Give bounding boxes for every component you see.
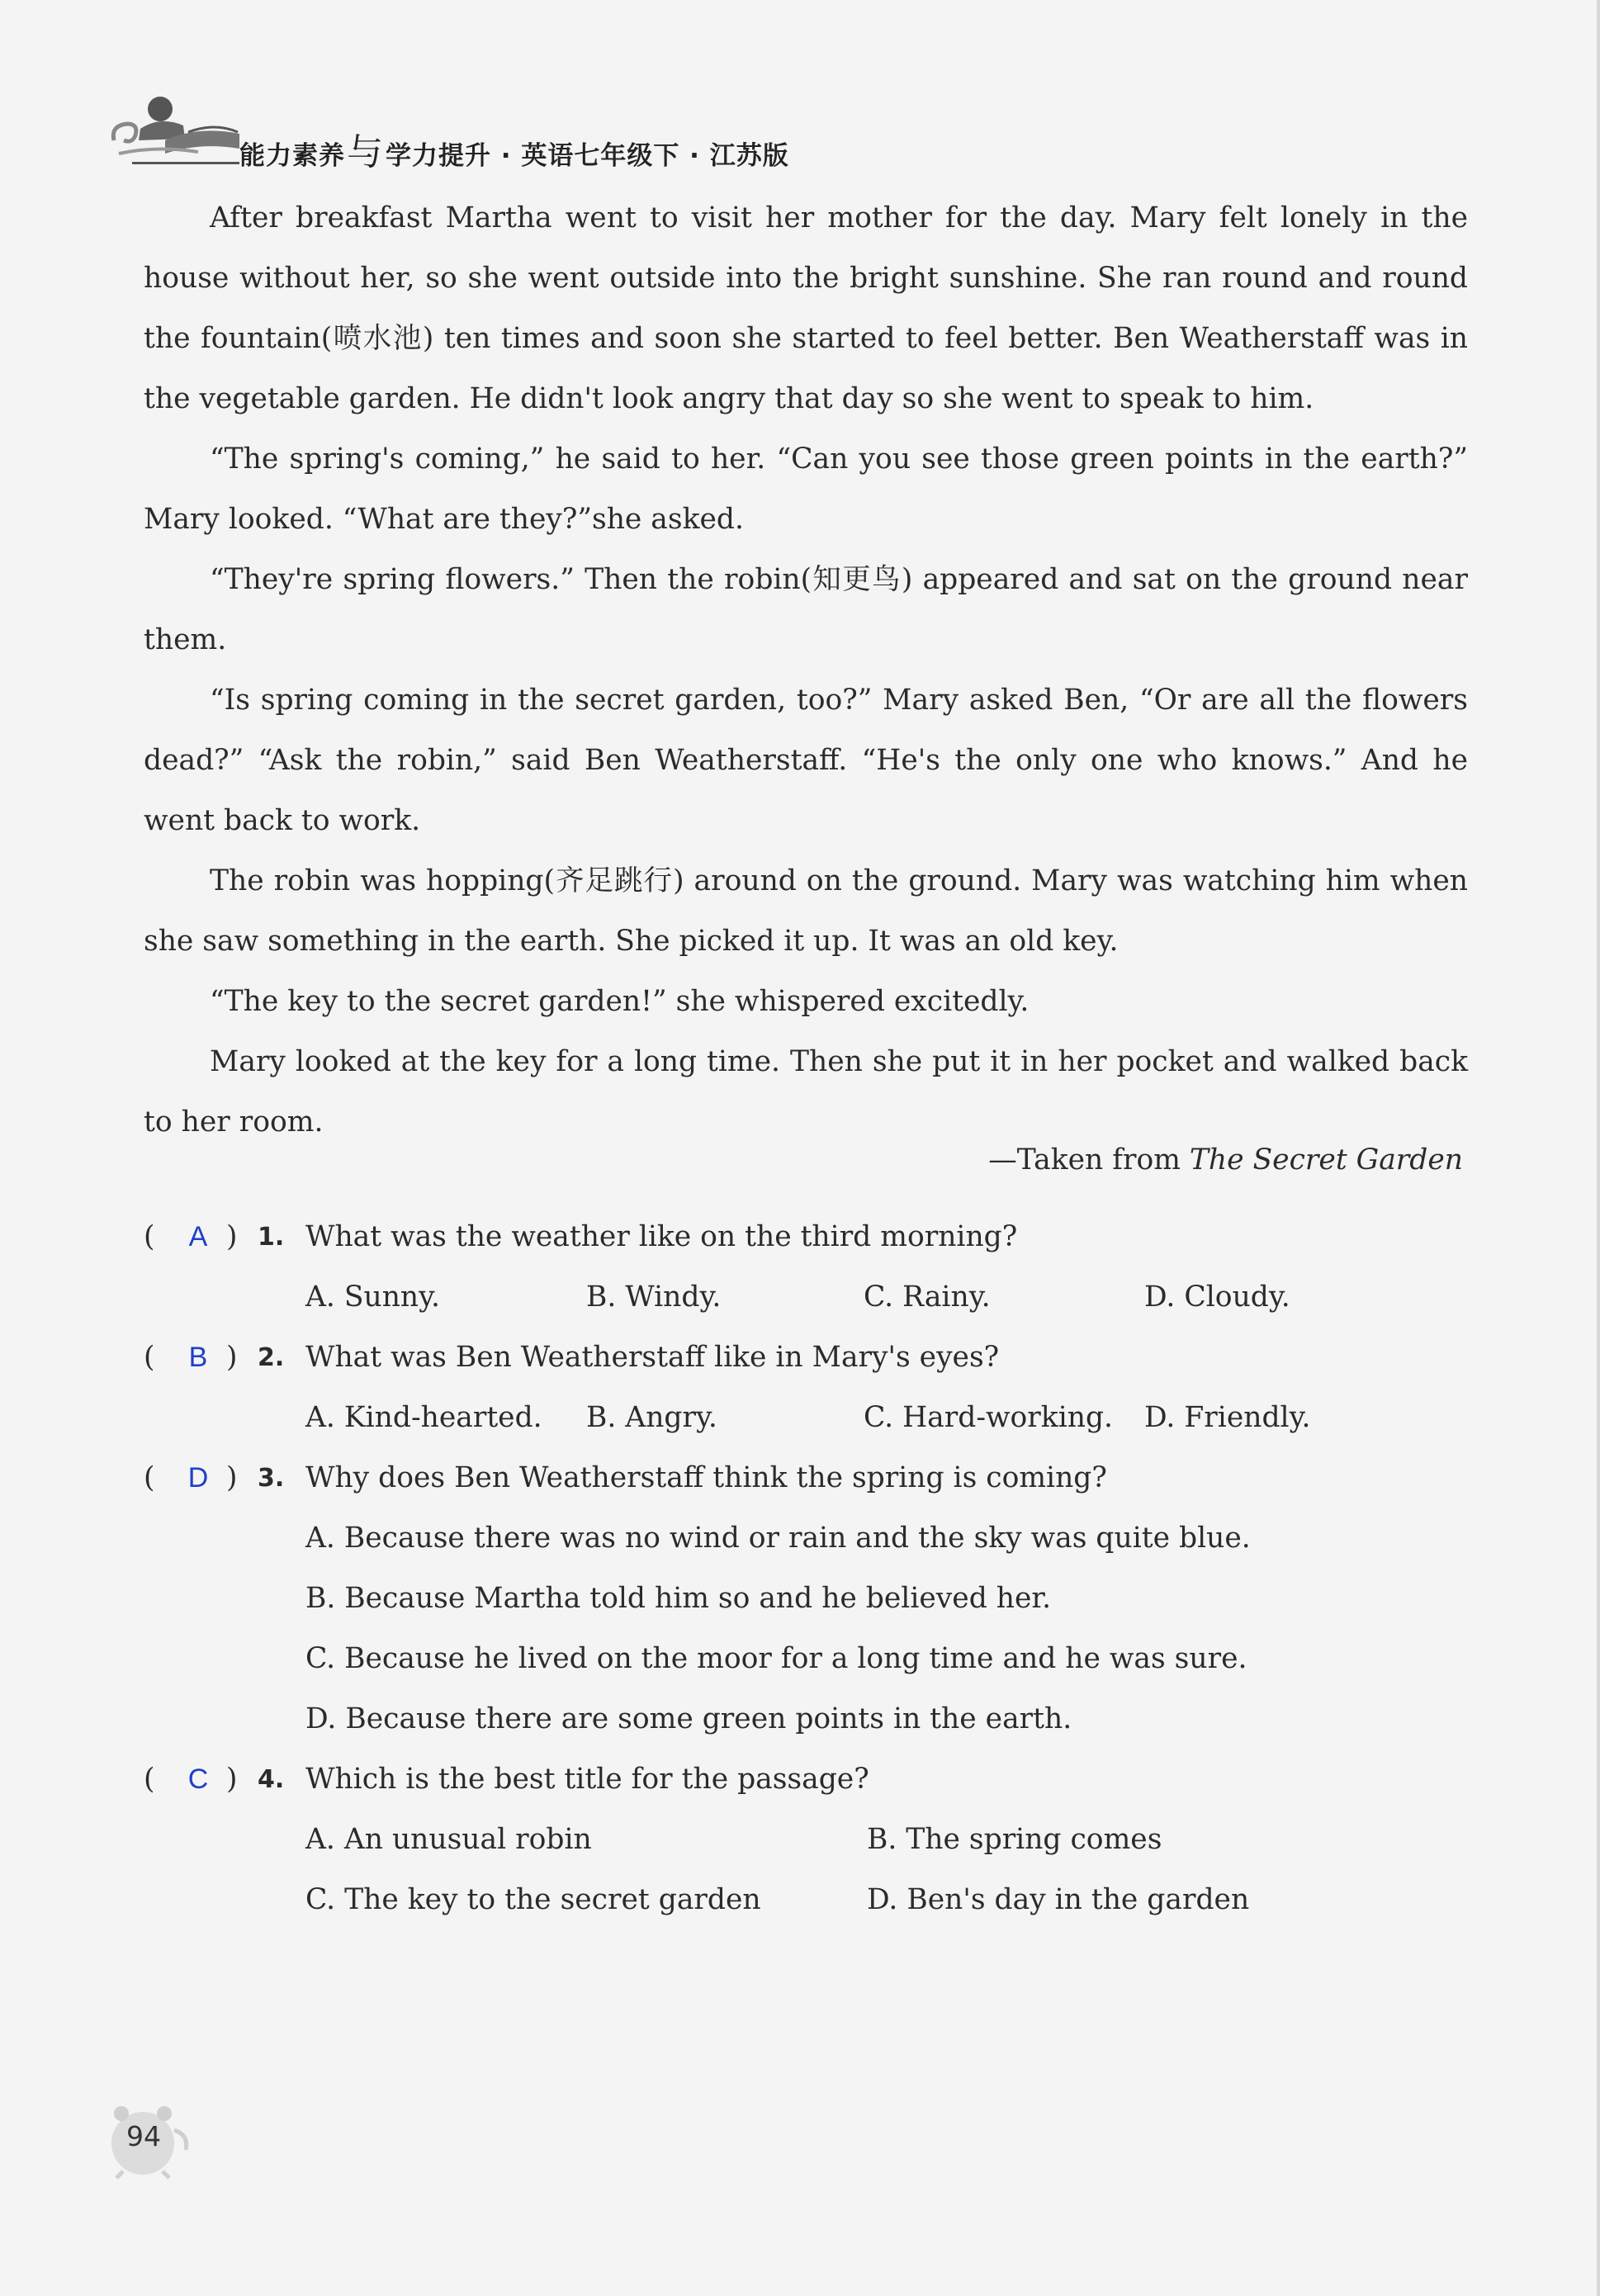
question-4: ( C ) 4. Which is the best title for the passage? (144, 1749, 1468, 1810)
question-3-option-c-row (144, 1629, 1468, 1689)
passage-paragraph-3: “They're spring flowers.” Then the robin(知更鸟) appeared and sat on the ground near them. (144, 563, 1468, 656)
question-2: ( B ) 2. What was Ben Weatherstaff like in Mary's eyes? (144, 1328, 1468, 1388)
question-4-options-row-2 (144, 1870, 1468, 1930)
answer-mark: A (188, 1221, 208, 1252)
question-text: Why does Ben Weatherstaff think the spring is coming? (305, 1461, 1107, 1494)
option-a: A. Because there was no wind or rain and the sky was quite blue. (305, 1522, 1251, 1555)
header-rule (132, 162, 239, 164)
option-b: B. Because Martha told him so and he believed her. (305, 1582, 1052, 1615)
page-number-badge (103, 2097, 194, 2180)
question-2-options (144, 1388, 1468, 1448)
passage-source (144, 1143, 1463, 1176)
option-d: D. Friendly. (1144, 1401, 1311, 1434)
reading-child-logo-icon (107, 83, 256, 165)
source-title: The Secret Garden (1189, 1143, 1463, 1176)
option-b: B. Angry. (586, 1401, 717, 1434)
question-1-options (144, 1267, 1468, 1328)
option-b: B. The spring comes (867, 1823, 1162, 1856)
question-3: ( D ) 3. Why does Ben Weatherstaff think the spring is coming? (144, 1448, 1468, 1508)
book-title-part2: 学力提升 · 英语七年级下 · 江苏版 (386, 141, 789, 171)
question-number: 4. (258, 1765, 285, 1794)
reading-passage (144, 188, 1468, 1153)
answer-mark: B (188, 1342, 208, 1373)
passage-paragraph-7: Mary looked at the key for a long time. Then she put it in her pocket and walked back to her room. (144, 1045, 1468, 1139)
question-text: What was the weather like on the third morning? (305, 1220, 1018, 1253)
page-number: 94 (126, 2120, 161, 2152)
option-c: C. Hard-working. (864, 1401, 1113, 1434)
answer-mark: D (187, 1462, 209, 1494)
option-c: C. Rainy. (864, 1281, 991, 1314)
question-3-option-b-row (144, 1569, 1468, 1629)
question-number: 1. (258, 1223, 285, 1252)
question-3-option-d-row (144, 1689, 1468, 1749)
option-c: C. The key to the secret garden (305, 1883, 761, 1916)
passage-paragraph-5: The robin was hopping(齐足跳行) around on the ground. Mary was watching him when she saw something in the earth. She picked it up. It was an old key. (144, 864, 1468, 958)
question-number: 2. (258, 1343, 285, 1372)
option-b: B. Windy. (586, 1281, 722, 1314)
option-c: C. Because he lived on the moor for a long time and he was sure. (305, 1642, 1247, 1675)
question-text: What was Ben Weatherstaff like in Mary's eyes? (305, 1341, 1000, 1374)
question-1: ( A ) 1. What was the weather like on the third morning? (144, 1207, 1468, 1267)
question-4-options-row-1 (144, 1810, 1468, 1870)
option-d: D. Ben's day in the garden (867, 1883, 1250, 1916)
option-d: D. Cloudy. (1144, 1281, 1290, 1314)
page-edge (1597, 0, 1600, 2296)
question-number: 3. (258, 1464, 285, 1493)
page-header (107, 83, 1593, 173)
passage-paragraph-1: After breakfast Martha went to visit her mother for the day. Mary felt lonely in the house without her, so she went outside into the bright sunshine. She ran round and round the fountain(喷水池) ten times and soon she started to feel better. Ben Weatherstaff was in the vegetable garden. He didn't look angry that day so she went to speak to him. (144, 201, 1468, 415)
book-title-part1: 能力素养 (239, 141, 345, 171)
option-a: A. Kind-hearted. (305, 1401, 542, 1434)
passage-paragraph-2: “The spring's coming,” he said to her. “Can you see those green points in the earth?” Mary looked. “What are they?”she asked. (144, 443, 1468, 536)
option-d: D. Because there are some green points in the earth. (305, 1702, 1072, 1735)
book-title-connector: 与 (347, 131, 384, 173)
question-text: Which is the best title for the passage? (305, 1763, 869, 1796)
source-prefix: —Taken from (988, 1143, 1190, 1176)
question-list (144, 1207, 1468, 1930)
answer-mark: C (187, 1763, 209, 1795)
option-a: A. Sunny. (305, 1281, 441, 1314)
question-3-option-a-row (144, 1508, 1468, 1569)
option-a: A. An unusual robin (305, 1823, 592, 1856)
passage-paragraph-4: “Is spring coming in the secret garden, too?” Mary asked Ben, “Or are all the flowers dead?” “Ask the robin,” said Ben Weatherstaff. “He's the only one who knows.” And he went back to work. (144, 684, 1468, 837)
book-title (239, 122, 789, 175)
passage-paragraph-6: “The key to the secret garden!” she whispered excitedly. (210, 985, 1030, 1018)
